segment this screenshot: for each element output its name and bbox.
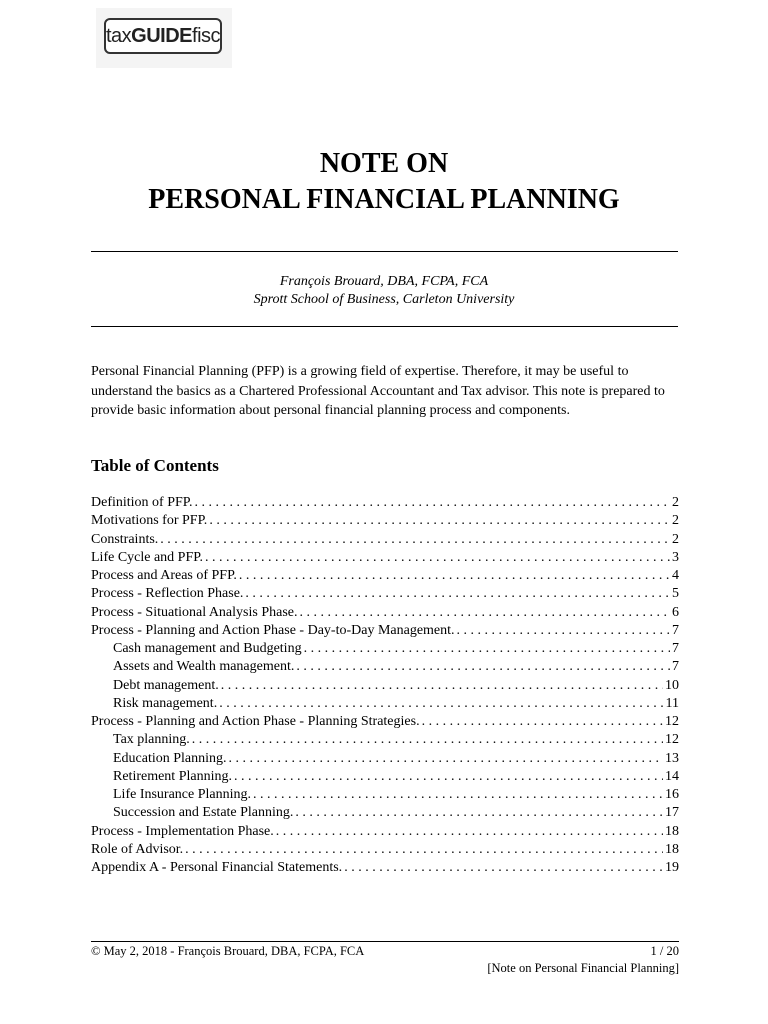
toc-label: Retirement Planning. (113, 768, 232, 784)
footer-doc-title: [Note on Personal Financial Planning] (487, 961, 679, 975)
toc-label: Debt management. (113, 677, 219, 693)
toc-label: Constraints. (91, 531, 159, 547)
toc-page-number: 18 (665, 823, 679, 839)
toc-subentry[interactable] (91, 658, 679, 676)
toc-subentry[interactable] (91, 804, 679, 822)
toc-label: Cash management and Budgeting (113, 641, 302, 656)
toc-label: Motivations for PFP. (91, 513, 208, 529)
toc-entry[interactable] (91, 549, 679, 567)
toc-entry[interactable] (91, 841, 679, 859)
logo-text-fisc: fisc (192, 24, 221, 47)
author-affiliation: Sprott School of Business, Carleton University (253, 292, 515, 307)
toc-page-number: 7 (672, 659, 679, 675)
toc-page-number: 5 (672, 586, 679, 602)
toc-leader-dots (209, 512, 670, 530)
toc-label: Succession and Estate Planning. (113, 805, 294, 821)
toc-leader-dots (239, 567, 670, 585)
footer-divider (91, 941, 679, 942)
toc-page-number: 7 (672, 622, 679, 638)
toc-leader-dots (300, 604, 671, 622)
divider-bottom (91, 326, 678, 327)
title-line-1: NOTE ON (319, 148, 449, 179)
toc-entry[interactable] (91, 622, 679, 640)
toc-entry[interactable] (91, 604, 679, 622)
toc-leader-dots (185, 841, 663, 859)
toc-label: Life Insurance Planning. (113, 787, 252, 802)
toc-subentry[interactable] (91, 768, 679, 786)
toc-subentry[interactable] (91, 695, 679, 713)
toc-leader-dots (253, 786, 663, 804)
toc-label: Process - Situational Analysis Phase. (91, 604, 298, 620)
toc-page-number: 7 (672, 641, 679, 656)
toc-page-number: 14 (665, 768, 679, 784)
toc-subentry[interactable] (91, 677, 679, 695)
toc-label: Role of Advisor. (91, 841, 184, 857)
toc-subentry[interactable] (91, 750, 679, 768)
toc-subentry[interactable] (91, 731, 679, 749)
toc-page-number: 19 (665, 860, 679, 875)
toc-entry[interactable] (91, 567, 679, 585)
toc-page-number: 2 (672, 513, 679, 529)
toc-page-number: 16 (665, 787, 679, 802)
toc-page-number: 11 (665, 695, 679, 711)
toc-label: Process and Areas of PFP. (91, 568, 237, 583)
toc-label: Process - Planning and Action Phase - Day-to-Day Management. (91, 622, 455, 638)
toc-leader-dots (296, 658, 670, 676)
logo-text-tax: tax (105, 24, 132, 47)
toc-label: Process - Implementation Phase. (91, 823, 274, 839)
toc-label: Definition of PFP. (91, 495, 193, 510)
toc-leader-dots (422, 713, 663, 731)
toc-leader-dots (344, 859, 663, 877)
toc-subentry[interactable] (91, 640, 679, 658)
toc-entry[interactable] (91, 859, 679, 877)
toc-leader-dots (160, 531, 670, 549)
toc-page-number: 12 (665, 732, 679, 748)
toc-entry[interactable] (91, 531, 679, 549)
table-of-contents (91, 494, 679, 877)
toc-leader-dots (195, 494, 670, 512)
toc-page-number: 12 (665, 714, 679, 729)
toc-leader-dots (192, 731, 663, 749)
toc-page-number: 3 (672, 549, 679, 565)
toc-page-number: 2 (672, 495, 679, 510)
toc-page-number: 4 (672, 568, 679, 583)
intro-paragraph: Personal Financial Planning (PFP) is a growing field of expertise. Therefore, it may be useful to understand the basics as a Chartered Professional Accountant and Tax advisor. This note is prepared to provide basic information about personal financial planning process and components. (91, 364, 665, 418)
toc-leader-dots (295, 804, 663, 822)
toc-label: Appendix A - Personal Financial Statements. (91, 860, 343, 875)
toc-page-number: 13 (665, 750, 679, 766)
footer-page-number: 1 / 20 (650, 944, 679, 958)
toc-leader-dots (229, 750, 663, 768)
title-line-2: PERSONAL FINANCIAL PLANNING (148, 184, 620, 215)
toc-leader-dots (457, 622, 670, 640)
toc-label: Process - Planning and Action Phase - Planning Strategies. (91, 714, 420, 729)
toc-leader-dots (276, 823, 663, 841)
toc-label: Tax planning. (113, 732, 190, 748)
toc-entry[interactable] (91, 823, 679, 841)
toc-leader-dots (221, 677, 663, 695)
toc-leader-dots (245, 585, 670, 603)
toc-subentry[interactable] (91, 786, 679, 804)
toc-label: Life Cycle and PFP. (91, 549, 203, 565)
toc-heading: Table of Contents (91, 456, 219, 475)
toc-leader-dots (205, 549, 670, 567)
toc-entry[interactable] (91, 494, 679, 512)
toc-page-number: 18 (665, 841, 679, 857)
logo-area (96, 8, 232, 68)
author-name: François Brouard, DBA, FCPA, FCA (279, 274, 489, 289)
toc-leader-dots (219, 695, 663, 713)
toc-label: Risk management. (113, 695, 218, 711)
document-title (0, 146, 768, 218)
taxguidefisc-logo (104, 18, 222, 54)
footer-right (487, 943, 679, 977)
toc-page-number: 6 (672, 604, 679, 620)
author-block (0, 273, 768, 309)
toc-label: Assets and Wealth management. (113, 659, 295, 675)
toc-entry[interactable] (91, 512, 679, 530)
toc-page-number: 10 (665, 677, 679, 693)
divider-top (91, 251, 678, 252)
toc-entry[interactable] (91, 713, 679, 731)
toc-page-number: 2 (672, 531, 679, 547)
toc-label: Process - Reflection Phase. (91, 586, 244, 602)
toc-leader-dots (304, 640, 670, 658)
toc-leader-dots (234, 768, 663, 786)
toc-label: Education Planning. (113, 750, 227, 766)
toc-page-number: 17 (665, 805, 679, 821)
logo-text-guide: GUIDE (131, 24, 193, 47)
toc-entry[interactable] (91, 585, 679, 603)
footer-copyright: © May 2, 2018 - François Brouard, DBA, FCPA, FCA (91, 944, 365, 958)
